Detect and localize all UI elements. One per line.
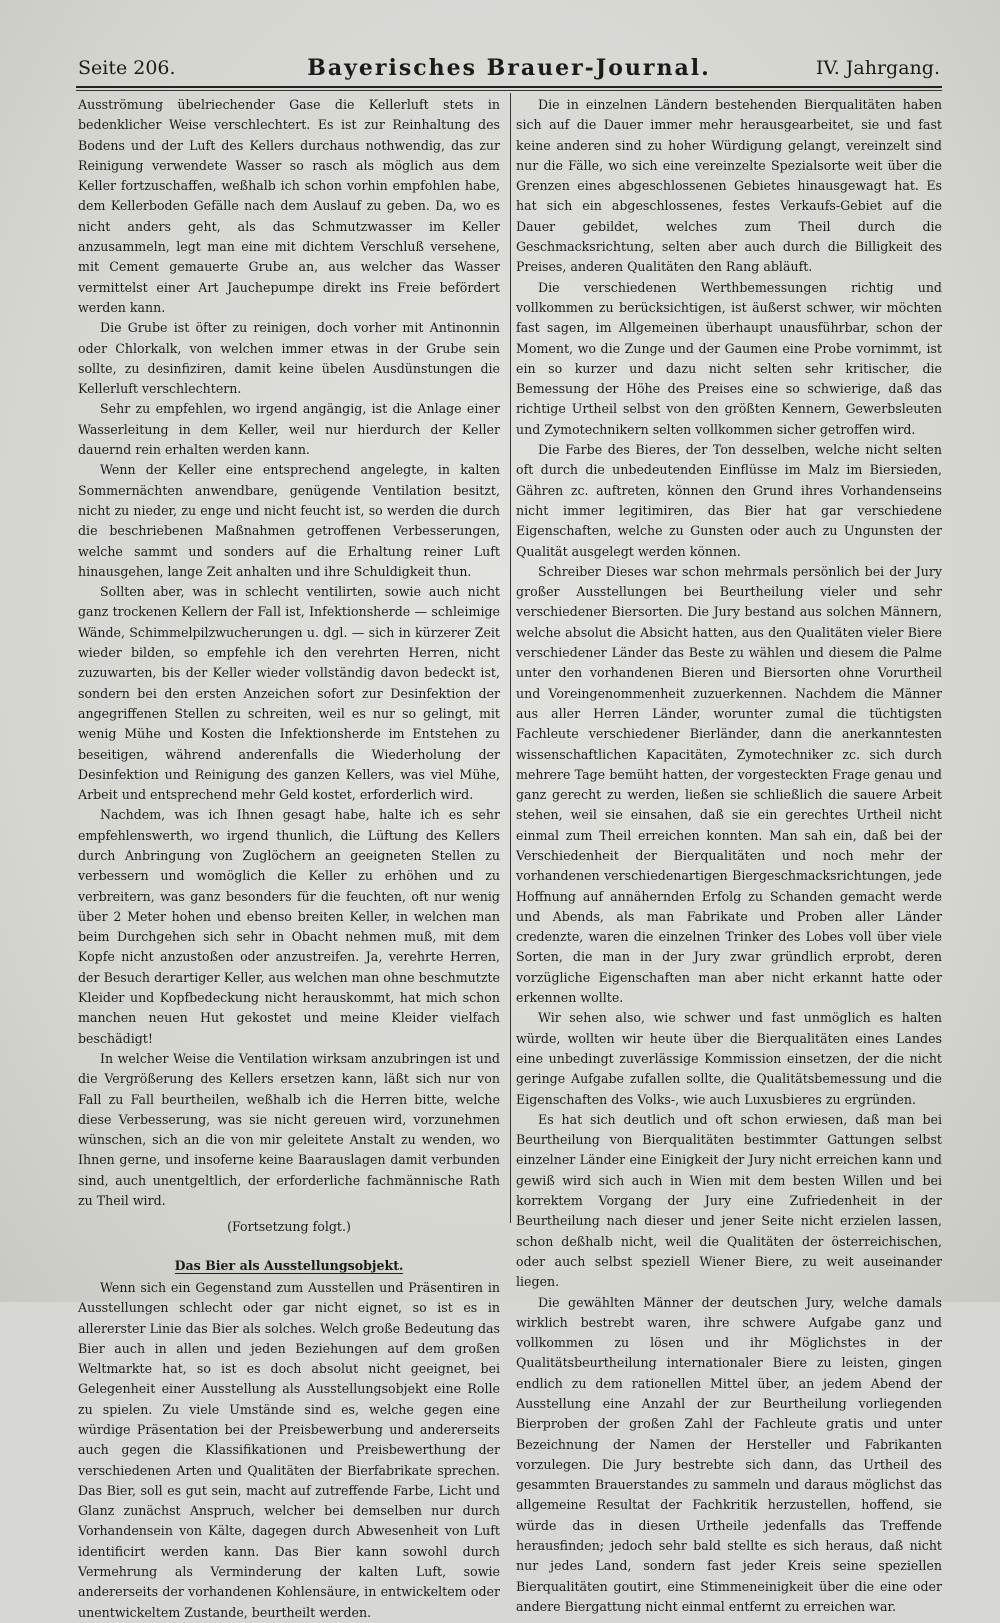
paragraph: Sehr zu empfehlen, wo irgend angängig, ist die Anlage einer Wasserleitung in dem Keller, weil nur hierdurch der Keller dauernd rein erhalten werden kann. — [78, 401, 500, 458]
paragraph: Die Grube ist öfter zu reinigen, doch vorher mit Antinonnin oder Chlorkalk, von welchen immer etwas in der Grube sein sollte, zu desinfiziren, damit keine übelen Ausdünstungen die Kellerluft verschlechtern. — [78, 320, 500, 397]
journal-title: Bayerisches Brauer-Journal. — [307, 55, 711, 81]
left-column — [78, 95, 500, 1623]
header-rule-thin — [76, 90, 942, 91]
paragraph: Es hat sich deutlich und oft schon erwiesen, daß man bei Beurtheilung von Bierqualitäten bestimmter Gattungen selbst einzelner Länder eine Einigkeit der Jury nicht erreichen kann und gewiß wird sich auch in Wien mit dem besten Willen und bei korrektem Vorgang der Jury eine Zufriedenheit in der Beurtheilung nach dieser und jener Seite nicht erzielen lassen, schon deßhalb nicht, weil die Qualitäten der österreichischen, oder auch selbst speziell Wiener Biere, zu weit auseinander liegen. — [516, 1111, 942, 1290]
paragraph: Die gewählten Männer der deutschen Jury, welche damals wirklich bestrebt waren, ihre schwere Aufgabe ganz und vollkommen zu lösen und ihr Möglichstes in der Qualitätsbeurtheilung internationaler Biere zu leisten, gingen endlich zu dem rationellen Mittel über, an jedem Abend der Ausstellung eine Anzahl der zur Beurtheilung vorliegenden Bierproben der großen Zahl der Fachleute gratis und unter Bezeichnung der Namen der Hersteller und Fabrikanten vorzulegen. Die Jury bestrebte sich dann, das Urtheil des gesammten Brauerstandes zu sammeln und daraus möglichst das allgemeine Resultat der Fachkritik herzustellen, hoffend, sie würde das in diesen Urtheile jedenfalls das Treffende herausfinden; jedoch sehr bald stellte es sich heraus, daß nicht nur jedes Land, sondern fast jeder Kreis seine speziellen Bierqualitäten goutirt, eine Stimmeneinigkeit über die eine oder andere Biergattung nicht einmal entfernt zu erreichen war. — [516, 1294, 942, 1614]
paragraph: Wenn der Keller eine entsprechend angelegte, in kalten Sommernächten anwendbare, genügende Ventilation besitzt, nicht zu nieder, zu enge und nicht feucht ist, so werden die durch die beschriebenen Maßnahmen getroffenen Verbesserungen, welche sammt und sonders auf die Erhaltung reiner Luft hinausgehen, lange Zeit anhalten und ihre Schuldigkeit thun. — [78, 462, 500, 579]
paragraph: Ausströmung übelriechender Gase die Kellerluft stets in bedenklicher Weise verschlechtert. Es ist zur Reinhaltung des Bodens und der Luft des Kellers durchaus nothwendig, das zur Reinigung verwendete Wasser so rasch als möglich aus dem Keller fortzuschaffen, weßhalb ich schon vorhin empfohlen habe, dem Kellerboden Gefälle nach dem Auslauf zu geben. Da, wo es nicht anders geht, als das Schmutzwasser im Keller anzusammeln, legt man eine mit dichtem Verschluß versehene, mit Cement gemauerte Grube an, aus welcher das Wasser vermittelst einer Art Jauchepumpe direkt ins Freie befördert werden kann. — [78, 97, 500, 315]
page-header — [78, 55, 940, 85]
section-title-text: Das Bier als Ausstellungsobjekt. — [174, 1257, 404, 1273]
paragraph: In welcher Weise die Ventilation wirksam anzubringen ist und die Vergrößerung des Kellers ersetzen kann, läßt sich nur von Fall zu Fall beurtheilen, weßhalb ich die Herren bitte, welche diese Verbesserung, was sie nicht gereuen wird, vorzunehmen wünschen, sich an die von mir geleitete Anstalt zu wenden, wo Ihnen gerne, und insoferne keine Baarauslagen damit verbunden sind, auch unentgeltlich, der erforderliche fachmännische Rath zu Theil wird. — [78, 1050, 500, 1209]
volume-label: IV. Jahrgang. — [815, 57, 940, 79]
column-divider — [510, 93, 511, 1223]
paragraph: Die verschiedenen Werthbemessungen richtig und vollkommen zu berücksichtigen, ist äußerst schwer, wir möchten fast sagen, im Allgemeinen überhaupt unausführbar, schon der Moment, wo die Zunge und der Gaumen eine Probe vornimmt, ist ein so kurzer und dazu nicht selten sehr kritischer, die Bemessung der Höhe des Preises eine so schwierige, daß das richtige Urtheil selbst von den größten Kennern, Gewerbsleuten und Zymotechnikern selten vollkommen sicher getroffen wird. — [516, 279, 942, 437]
page-number: Seite 206. — [78, 57, 176, 79]
header-rule — [76, 86, 942, 88]
paragraph: Wir sehen also, wie schwer und fast unmöglich es halten würde, wollten wir heute über die Bierqualitäten eines Landes eine unbedingt zuverlässige Kommission einsetzen, der die nicht geringe Aufgabe zufallen sollte, die Qualitätsbemessung und die Eigenschaften des Volks-, wie auch Luxusbieres zu ergründen. — [516, 1010, 942, 1107]
paragraph: Schreiber Dieses war schon mehrmals persönlich bei der Jury großer Ausstellungen bei Beurtheilung vieler und sehr verschiedener Biersorten. Die Jury bestand aus solchen Männern, welche absolut die Absicht hatten, aus den Qualitäten vieler Biere verschiedener Länder das Beste zu wählen und diesem die Palme unter den vorhandenen Bieren und Biersorten ohne Vorurtheil und Voreingenommenheit zuzuerkennen. Nachdem die Männer aus aller Herren Länder, worunter zumal die tüchtigsten Fachleute verschiedener Bierländer, dann die anerkanntesten wissenschaftlichen Kapacitäten, Zymotechniker zc. sich durch mehrere Tage bemüht hatten, der vorgesteckten Frage genau und ganz gerecht zu werden, ließen sie schließlich die sauere Arbeit stehen, weil sie einsahen, daß sie ein gerechtes Urtheil nicht einmal zum Theil erreichen konnten. Man sah ein, daß bei der Verschiedenheit der Bierqualitäten und noch mehr der vorhandenen verschiedenartigen Biergeschmacksrichtungen, jede Hoffnung auf annähernden Erfolg zu Schanden gemacht werde und Abends, als man Fabrikate und Proben aller Länder credenzte, waren die einzelnen Trinker des Lobes voll über viele Sorten, die man in der Jury zwar gründlich erprobt, deren vorzügliche Eigenschaften man aber nicht erkannt hatte oder erkennen wollte. — [516, 563, 942, 1006]
right-column — [516, 95, 942, 1617]
paragraph: Die in einzelnen Ländern bestehenden Bierqualitäten haben sich auf die Dauer immer mehr herausgearbeitet, sie und fast keine anderen sind zu hoher Würdigung gelangt, vereinzelt sind nur die Fälle, wo sich eine vereinzelte Spezialsorte weit über die Grenzen eines abgeschlossenen Gebietes hinausgewagt hat. Es hat sich ein abgeschlossenes, festes Verkaufs-Gebiet auf die Dauer gebildet, welches zum Theil durch die Geschmacksrichtung, selten aber auch durch die Billigkeit des Preises, anderen Qualitäten den Rang abläuft. — [516, 97, 942, 275]
continuation-note: (Fortsetzung folgt.) — [227, 1219, 351, 1235]
paragraph: Wenn sich ein Gegenstand zum Ausstellen und Präsentiren in Ausstellungen schlecht oder gar nicht eignet, so ist es in allererster Linie das Bier als solches. Welch große Bedeutung das Bier auch in allen und jeden Beziehungen auf dem großen Weltmarkte hat, so ist es doch absolut nicht geeignet, bei Gelegenheit einer Ausstellung als Ausstellungsobjekt eine Rolle zu spielen. Zu viele Umstände sind es, welche gegen eine würdige Präsentation bei der Preisbewerbung und andererseits auch gegen die Klassifikationen und Preisbewerthung der verschiedenen Arten und Qualitäten der Bierfabrikate sprechen. Das Bier, soll es gut sein, macht auf zutreffende Farbe, Licht und Glanz zunächst Anspruch, welcher bei demselben nur durch Vorhandensein von Kälte, dagegen durch Abwesenheit von Luft identificirt werden kann. Das Bier kann sowohl durch Vermehrung als Verminderung der kalten Luft, sowie andererseits der vorhandenen Kohlensäure, in entwickeltem oder unentwickeltem Zustande, beurtheilt werden. — [78, 1279, 500, 1620]
section-title — [78, 1256, 500, 1276]
paragraph: Nachdem, was ich Ihnen gesagt habe, halte ich es sehr empfehlenswerth, wo irgend thunlich, die Lüftung des Kellers durch Anbringung von Zuglöchern an geeigneten Stellen zu verbessern und womöglich die Keller zu erhöhen und zu verbreitern, was ganz besonders für die feuchten, oft nur wenig über 2 Meter hohen und ebenso breiten Keller, in welchen man beim Durchgehen sich sehr in Obacht nehmen muß, mit dem Kopfe nicht anzustoßen oder anzustreifen. Ja, verehrte Herren, der Besuch derartiger Keller, aus welchen man ohne beschmutzte Kleider und Kopfbedeckung nicht herauskommt, hat mich schon manchen neuen Hut gekostet und meine Kleider vielfach beschädigt! — [78, 807, 500, 1046]
paragraph: Sollten aber, was in schlecht ventilirten, sowie auch nicht ganz trockenen Kellern der Fall ist, Infektionsherde — schleimige Wände, Schimmelpilzwucherungen u. dgl. — sich in kürzerer Zeit wieder bilden, so empfehle ich den verehrten Herren, nicht zuzuwarten, bis der Keller wieder vollständig davon bedeckt ist, sondern bei den ersten Anzeichen sofort zur Desinfektion der angegriffenen Stellen zu schreiten, weil es nur so gelingt, mit wenig Mühe und Kosten die Infektionsherde im Entstehen zu beseitigen, während anderenfalls die Wiederholung der Desinfektion und Reinigung des ganzen Kellers, was viel Mühe, Arbeit und entsprechend mehr Geld kostet, erforderlich wird. — [78, 584, 500, 803]
paragraph: Die Farbe des Bieres, der Ton desselben, welche nicht selten oft durch die unbedeutenden Einflüsse im Malz im Biersieden, Gähren zc. auftreten, können den Grund ihres Vorhandenseins nicht immer legitimiren, das Bier hat gar verschiedene Eigenschaften, welche zu Gunsten oder auch zu Ungunsten der Qualität ausgelegt werden können. — [516, 442, 942, 559]
